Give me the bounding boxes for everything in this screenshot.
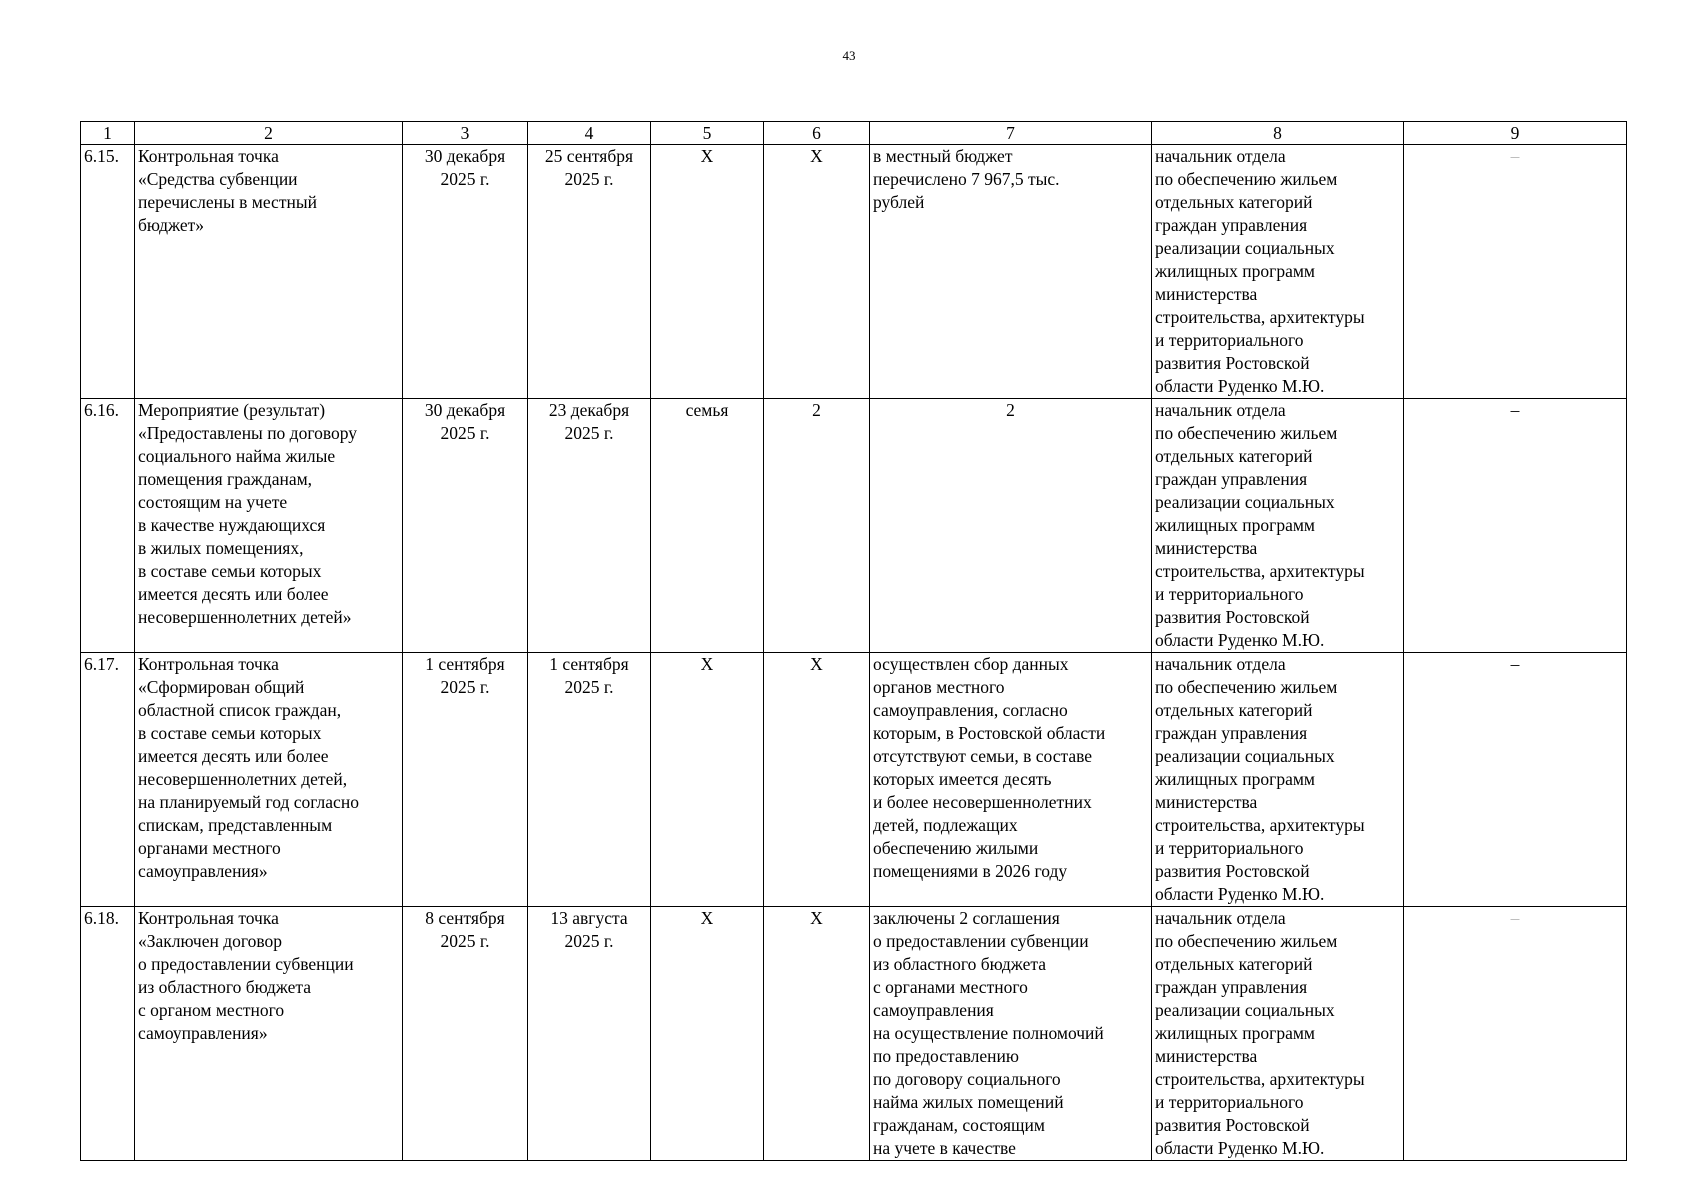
column-header-6: 6 (764, 122, 870, 145)
row-fact-date: 1 сентября 2025 г. (528, 653, 651, 907)
row-number: 6.18. (81, 907, 135, 1161)
column-header-7: 7 (870, 122, 1152, 145)
row-number: 6.17. (81, 653, 135, 907)
row-unit: семья (651, 399, 764, 653)
row-plan-date: 8 сентября 2025 г. (403, 907, 528, 1161)
column-header-4: 4 (528, 122, 651, 145)
report-table (80, 121, 1627, 1161)
row-value: 2 (764, 399, 870, 653)
row-unit: X (651, 907, 764, 1161)
page-number: 43 (842, 48, 856, 63)
table-row (81, 653, 1627, 907)
row-plan-date: 30 декабря 2025 г. (403, 145, 528, 399)
row-responsible: начальник отдела по обеспечению жильем отдельных категорий граждан управления реализации социальных жилищных программ министерства строительства, архитектуры и территориального развития Ростовской области Руденко М.Ю. (1152, 145, 1404, 399)
row-name: Контрольная точка «Средства субвенции перечислены в местный бюджет» (135, 145, 403, 399)
table-row (81, 145, 1627, 399)
row-note: – (1404, 145, 1627, 399)
row-result: осуществлен сбор данных органов местного самоуправления, согласно которым, в Ростовской области отсутствуют семьи, в составе которых имеется десять и более несовершеннолетних детей, подлежащих обеспечению жилыми помещениями в 2026 году (870, 653, 1152, 907)
row-name: Мероприятие (результат) «Предоставлены по договору социального найма жилые помещения гражданам, состоящим на учете в качестве нуждающихся в жилых помещениях, в составе семьи которых имеется десять или более несовершеннолетних детей» (135, 399, 403, 653)
row-name: Контрольная точка «Сформирован общий областной список граждан, в составе семьи которых имеется десять или более несовершеннолетних детей, на планируемый год согласно спискам, представленным органами местного самоуправления» (135, 653, 403, 907)
row-note: – (1404, 907, 1627, 1161)
column-header-1: 1 (81, 122, 135, 145)
row-result: заключены 2 соглашения о предоставлении субвенции из областного бюджета с органами местного самоуправления на осуществление полномочий по предоставлению по договору социального найма жилых помещений гражданам, состоящим на учете в качестве (870, 907, 1152, 1161)
row-fact-date: 23 декабря 2025 г. (528, 399, 651, 653)
row-result: 2 (870, 399, 1152, 653)
row-fact-date: 25 сентября 2025 г. (528, 145, 651, 399)
row-plan-date: 1 сентября 2025 г. (403, 653, 528, 907)
row-number: 6.16. (81, 399, 135, 653)
row-unit: X (651, 653, 764, 907)
column-header-3: 3 (403, 122, 528, 145)
row-unit: X (651, 145, 764, 399)
row-responsible: начальник отдела по обеспечению жильем отдельных категорий граждан управления реализации социальных жилищных программ министерства строительства, архитектуры и территориального развития Ростовской области Руденко М.Ю. (1152, 907, 1404, 1161)
row-responsible: начальник отдела по обеспечению жильем отдельных категорий граждан управления реализации социальных жилищных программ министерства строительства, архитектуры и территориального развития Ростовской области Руденко М.Ю. (1152, 653, 1404, 907)
column-header-2: 2 (135, 122, 403, 145)
column-header-5: 5 (651, 122, 764, 145)
row-fact-date: 13 августа 2025 г. (528, 907, 651, 1161)
row-responsible: начальник отдела по обеспечению жильем отдельных категорий граждан управления реализации социальных жилищных программ министерства строительства, архитектуры и территориального развития Ростовской области Руденко М.Ю. (1152, 399, 1404, 653)
row-name: Контрольная точка «Заключен договор о предоставлении субвенции из областного бюджета с органом местного самоуправления» (135, 907, 403, 1161)
column-header-9: 9 (1404, 122, 1627, 145)
row-value: X (764, 145, 870, 399)
row-value: X (764, 653, 870, 907)
row-result: в местный бюджет перечислено 7 967,5 тыс. рублей (870, 145, 1152, 399)
row-value: X (764, 907, 870, 1161)
column-header-8: 8 (1152, 122, 1404, 145)
row-plan-date: 30 декабря 2025 г. (403, 399, 528, 653)
table-row (81, 399, 1627, 653)
row-note: – (1404, 399, 1627, 653)
row-number: 6.15. (81, 145, 135, 399)
column-number-row (81, 122, 1627, 145)
row-note: – (1404, 653, 1627, 907)
table-row (81, 907, 1627, 1161)
